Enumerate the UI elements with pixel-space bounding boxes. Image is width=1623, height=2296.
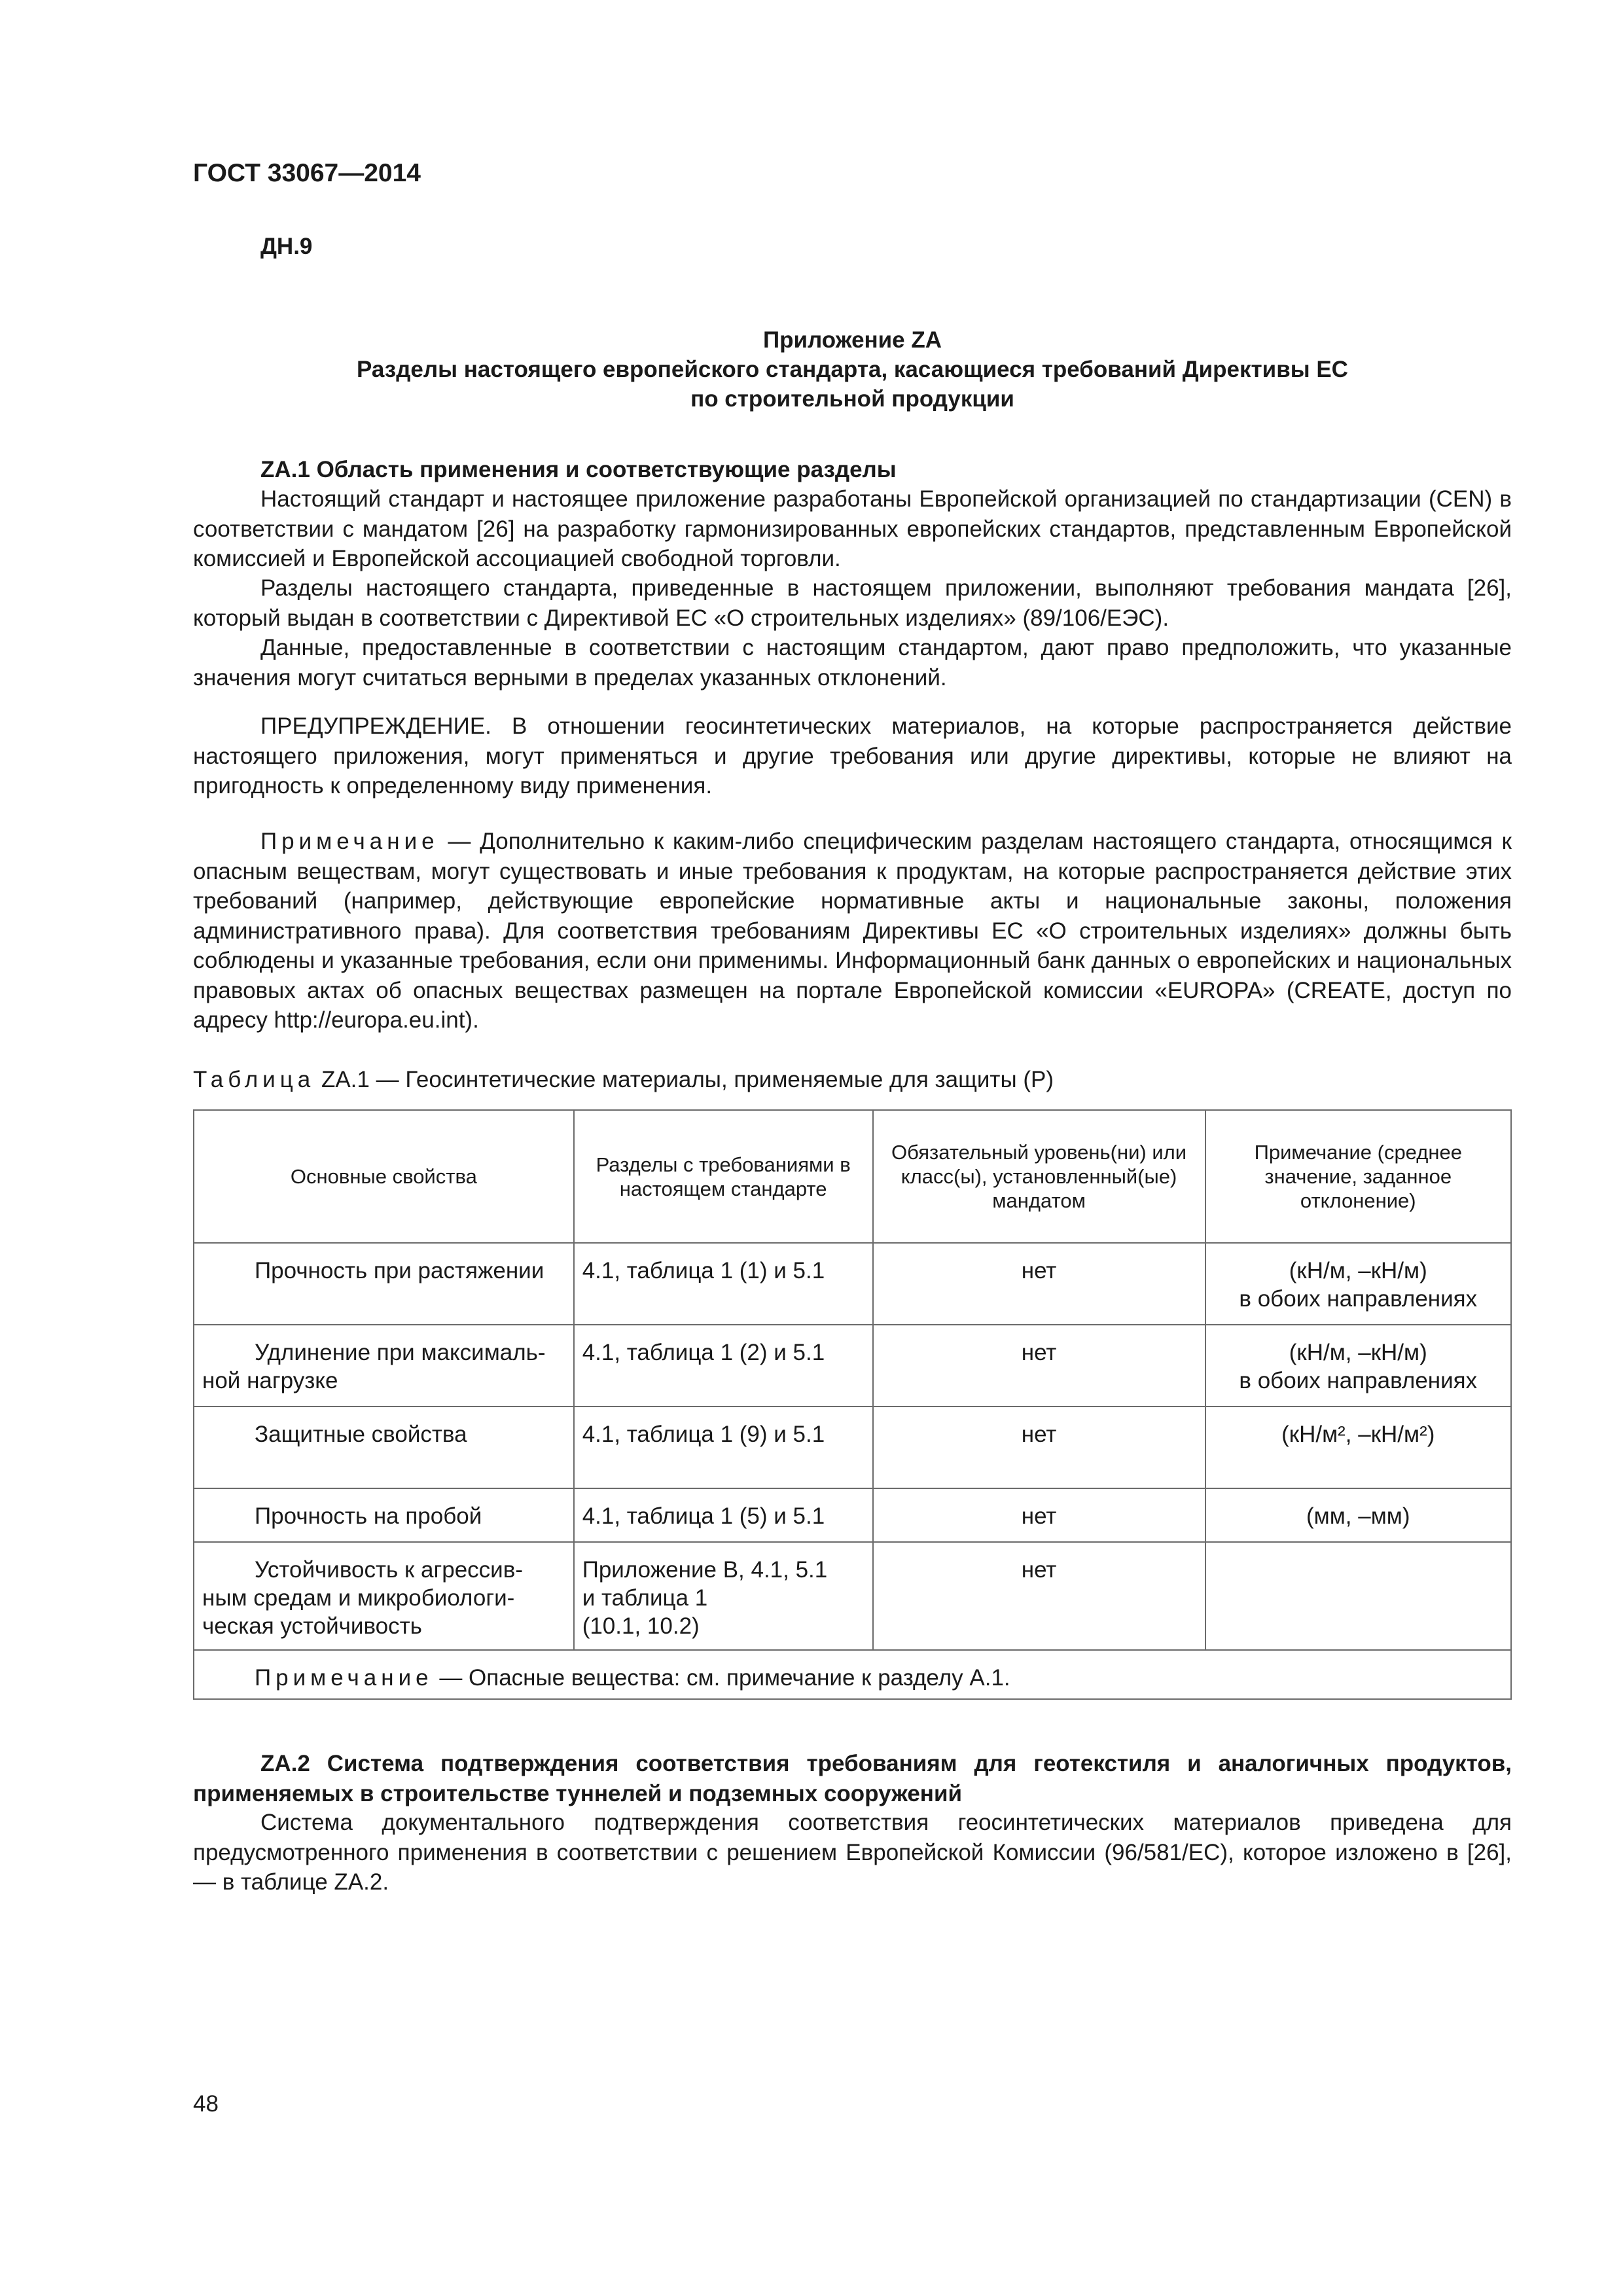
table-row xyxy=(194,1243,1511,1325)
cell-note: (мм, –мм) xyxy=(1205,1488,1511,1542)
annex-subtitle-line2: по строительной продукции xyxy=(690,386,1014,412)
cell-property: Прочность на пробой xyxy=(194,1488,574,1542)
cell-property: Устойчивость к агрессив- ным средам и микробиологи- ческая устойчивость xyxy=(194,1542,574,1650)
table-caption xyxy=(193,1065,1054,1094)
cell-level: нет xyxy=(873,1488,1205,1542)
table-row xyxy=(194,1325,1511,1407)
za1-paragraph-3: Данные, предоставленные в соответствии с настоящим стандартом, дают право предположить, что указанные значения могут считаться верными в пределах указанных отклонений. xyxy=(193,635,1512,691)
warning-paragraph: ПРЕДУПРЕЖДЕНИЕ. В отношении геосинтетических материалов, на которые распространяется действие настоящего приложения, могут применяться и другие требования или другие директивы, которые не влияют на пригодность к определенному виду применения. xyxy=(193,713,1512,798)
cell-level: нет xyxy=(873,1325,1205,1407)
cell-level: нет xyxy=(873,1407,1205,1488)
annex-title: Приложение ZA xyxy=(762,327,942,353)
za2-paragraph: Система документального подтверждения соответствия геосинтетических материалов приведена для предусмотренного применения в соответствии с решением Европейской Комиссии (96/581/ЕС), которое изложено в [26], — в таблице ZA.2. xyxy=(193,1810,1512,1895)
za1-heading: ZA.1 Область применения и соответствующие разделы xyxy=(260,457,897,482)
table-caption-text: ZA.1 — Геосинтетические материалы, применяемые для защиты (Р) xyxy=(315,1067,1054,1092)
cell-level: нет xyxy=(873,1243,1205,1325)
header-note: Примечание (среднее значение, заданное отклонение) xyxy=(1205,1110,1511,1243)
cell-property: Удлинение при максималь- ной нагрузке xyxy=(194,1325,574,1407)
za2-heading: ZA.2 Система подтверждения соответствия требованиям для геотекстиля и аналогичных продуктов, применяемых в строительстве туннелей и подземных сооружений xyxy=(193,1751,1512,1806)
table-row xyxy=(194,1407,1511,1488)
note-label: Примечание xyxy=(260,829,439,854)
cell-sections: Приложение В, 4.1, 5.1 и таблица 1 (10.1, 10.2) xyxy=(574,1542,873,1650)
table-caption-label: Таблица xyxy=(193,1067,315,1092)
cell-note: (кН/м, –кН/м) в обоих направлениях xyxy=(1205,1325,1511,1407)
cell-property: Прочность при растяжении xyxy=(194,1243,574,1325)
za1-paragraph-1: Настоящий стандарт и настоящее приложение разработаны Европейской организацией по стандартизации (CEN) в соответствии с мандатом [26] на разработку гармонизированных европейских стандартов, представленным Европейской комиссией и Европейской ассоциацией свободной торговли. xyxy=(193,486,1512,571)
cell-level: нет xyxy=(873,1542,1205,1650)
standard-number: ГОСТ 33067—2014 xyxy=(193,159,421,187)
cell-property: Защитные свойства xyxy=(194,1407,574,1488)
annex-subtitle-line1: Разделы настоящего европейского стандарта, касающиеся требований Директивы ЕС xyxy=(357,357,1348,382)
cell-sections: 4.1, таблица 1 (1) и 5.1 xyxy=(574,1243,873,1325)
table-header-row xyxy=(194,1110,1511,1243)
footnote-label: Примечание xyxy=(255,1665,433,1691)
za1-paragraph-2: Разделы настоящего стандарта, приведенные в настоящем приложении, выполняют требования мандата [26], который выдан в соответствии с Директивой ЕС «О строительных изделиях» (89/106/ЕЭС). xyxy=(193,575,1512,631)
za1-note xyxy=(193,827,1512,1035)
cell-note xyxy=(1205,1542,1511,1650)
cell-sections: 4.1, таблица 1 (2) и 5.1 xyxy=(574,1325,873,1407)
header-level: Обязательный уровень(ни) или класс(ы), установленный(ые) мандатом xyxy=(873,1110,1205,1243)
footnote-text: — Опасные вещества: см. примечание к разделу А.1. xyxy=(433,1665,1010,1691)
section-code: ДН.9 xyxy=(260,234,313,259)
table-row xyxy=(194,1542,1511,1650)
page-number: 48 xyxy=(193,2091,219,2117)
header-sections: Разделы с требованиями в настоящем стандарте xyxy=(574,1110,873,1243)
table-row xyxy=(194,1488,1511,1542)
properties-table xyxy=(193,1109,1512,1700)
cell-sections: 4.1, таблица 1 (9) и 5.1 xyxy=(574,1407,873,1488)
table-footnote-row xyxy=(194,1650,1511,1699)
header-properties: Основные свойства xyxy=(194,1110,574,1243)
cell-note: (кН/м, –кН/м) в обоих направлениях xyxy=(1205,1243,1511,1325)
table-footnote xyxy=(194,1650,1511,1699)
note-text: — Дополнительно к каким-либо специфическим разделам настоящего стандарта, относящимся к опасным веществам, могут существовать и иные требования к продуктам, на которые распространяется действие этих требований (например, действующие европейские нормативные акты и национальные законы, положения административного права). Для соответствия требованиям Директивы ЕС «О строительных изделиях» должны быть соблюдены и указанные требования, если они применимы. Информационный банк данных о европейских и национальных правовых актах об опасных веществах размещен на портале Европейской комиссии «EUROPA» (CREATE, доступ по адресу http://europa.eu.int). xyxy=(193,829,1512,1033)
cell-sections: 4.1, таблица 1 (5) и 5.1 xyxy=(574,1488,873,1542)
cell-note: (кН/м², –кН/м²) xyxy=(1205,1407,1511,1488)
